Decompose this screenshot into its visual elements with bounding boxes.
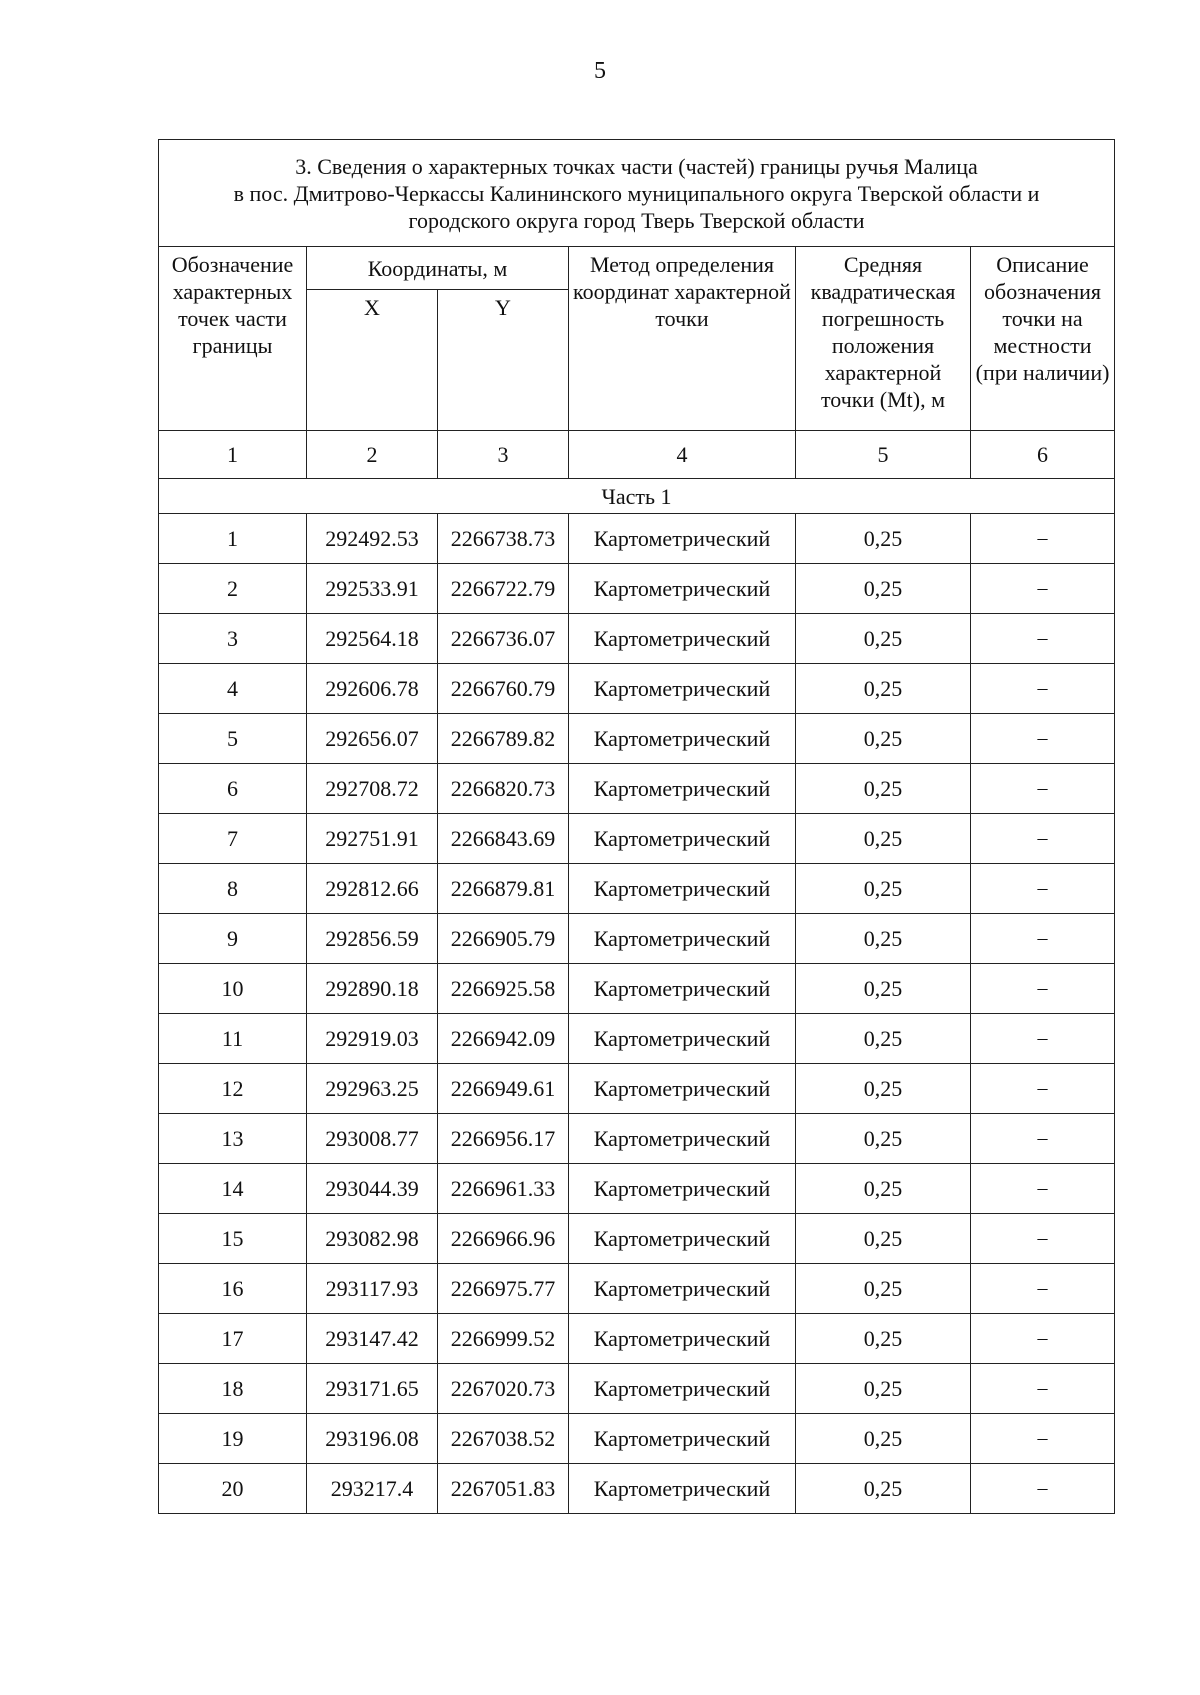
coord-x: 292890.18 bbox=[307, 964, 438, 1014]
method-cell: Картометрический bbox=[569, 614, 796, 664]
header-designation: Обозначение характерных точек части границы bbox=[159, 247, 307, 431]
point-number: 14 bbox=[159, 1164, 307, 1214]
point-number: 15 bbox=[159, 1214, 307, 1264]
coord-x: 292919.03 bbox=[307, 1014, 438, 1064]
description-cell: – bbox=[971, 714, 1115, 764]
method-cell: Картометрический bbox=[569, 814, 796, 864]
coord-x: 293117.93 bbox=[307, 1264, 438, 1314]
coord-y: 2266736.07 bbox=[438, 614, 569, 664]
header-method: Метод определения координат характерной точки bbox=[569, 247, 796, 431]
coord-y: 2267051.83 bbox=[438, 1464, 569, 1514]
coord-x: 292812.66 bbox=[307, 864, 438, 914]
table-row bbox=[159, 1464, 1115, 1514]
table-row bbox=[159, 1164, 1115, 1214]
method-cell: Картометрический bbox=[569, 1114, 796, 1164]
coord-y: 2266999.52 bbox=[438, 1314, 569, 1364]
error-cell: 0,25 bbox=[796, 1114, 971, 1164]
point-number: 7 bbox=[159, 814, 307, 864]
coord-x: 292708.72 bbox=[307, 764, 438, 814]
header-row-1 bbox=[159, 247, 1115, 290]
point-number: 20 bbox=[159, 1464, 307, 1514]
error-cell: 0,25 bbox=[796, 614, 971, 664]
point-number: 13 bbox=[159, 1114, 307, 1164]
coord-x: 293044.39 bbox=[307, 1164, 438, 1214]
header-y: Y bbox=[438, 290, 569, 431]
coord-y: 2267020.73 bbox=[438, 1364, 569, 1414]
column-number: 6 bbox=[971, 431, 1115, 479]
coord-y: 2266949.61 bbox=[438, 1064, 569, 1114]
header-description: Описание обозначения точки на местности (при наличии) bbox=[971, 247, 1115, 431]
description-cell: – bbox=[971, 1414, 1115, 1464]
description-cell: – bbox=[971, 864, 1115, 914]
coord-x: 293082.98 bbox=[307, 1214, 438, 1264]
table-row bbox=[159, 864, 1115, 914]
boundary-points-table bbox=[158, 139, 1115, 1514]
column-number-row bbox=[159, 431, 1115, 479]
point-number: 5 bbox=[159, 714, 307, 764]
method-cell: Картометрический bbox=[569, 964, 796, 1014]
description-cell: – bbox=[971, 1364, 1115, 1414]
table-row bbox=[159, 1014, 1115, 1064]
header-error: Средняя квадратическая погрешность положения характерной точки (Mt), м bbox=[796, 247, 971, 431]
description-cell: – bbox=[971, 964, 1115, 1014]
coord-y: 2266820.73 bbox=[438, 764, 569, 814]
error-cell: 0,25 bbox=[796, 914, 971, 964]
description-cell: – bbox=[971, 764, 1115, 814]
error-cell: 0,25 bbox=[796, 764, 971, 814]
table-row bbox=[159, 514, 1115, 564]
error-cell: 0,25 bbox=[796, 1314, 971, 1364]
coord-y: 2266975.77 bbox=[438, 1264, 569, 1314]
point-number: 17 bbox=[159, 1314, 307, 1364]
column-number: 4 bbox=[569, 431, 796, 479]
description-cell: – bbox=[971, 1214, 1115, 1264]
table-caption bbox=[159, 140, 1115, 247]
coord-y: 2266956.17 bbox=[438, 1114, 569, 1164]
method-cell: Картометрический bbox=[569, 914, 796, 964]
table-row bbox=[159, 1414, 1115, 1464]
description-cell: – bbox=[971, 914, 1115, 964]
error-cell: 0,25 bbox=[796, 514, 971, 564]
description-cell: – bbox=[971, 564, 1115, 614]
table-row bbox=[159, 1214, 1115, 1264]
method-cell: Картометрический bbox=[569, 1364, 796, 1414]
method-cell: Картометрический bbox=[569, 764, 796, 814]
description-cell: – bbox=[971, 1114, 1115, 1164]
error-cell: 0,25 bbox=[796, 814, 971, 864]
column-number: 2 bbox=[307, 431, 438, 479]
method-cell: Картометрический bbox=[569, 564, 796, 614]
table-row bbox=[159, 1264, 1115, 1314]
table-row bbox=[159, 764, 1115, 814]
table-row bbox=[159, 1114, 1115, 1164]
point-number: 3 bbox=[159, 614, 307, 664]
table-row bbox=[159, 964, 1115, 1014]
point-number: 2 bbox=[159, 564, 307, 614]
coord-x: 293171.65 bbox=[307, 1364, 438, 1414]
caption-row bbox=[159, 140, 1115, 247]
method-cell: Картометрический bbox=[569, 664, 796, 714]
method-cell: Картометрический bbox=[569, 514, 796, 564]
table-row bbox=[159, 664, 1115, 714]
description-cell: – bbox=[971, 664, 1115, 714]
part-row bbox=[159, 479, 1115, 514]
part-label: Часть 1 bbox=[159, 479, 1115, 514]
page-number: 5 bbox=[594, 58, 606, 84]
coord-x: 292606.78 bbox=[307, 664, 438, 714]
error-cell: 0,25 bbox=[796, 1264, 971, 1314]
table-row bbox=[159, 1064, 1115, 1114]
error-cell: 0,25 bbox=[796, 964, 971, 1014]
point-number: 9 bbox=[159, 914, 307, 964]
error-cell: 0,25 bbox=[796, 1014, 971, 1064]
point-number: 10 bbox=[159, 964, 307, 1014]
coord-y: 2266905.79 bbox=[438, 914, 569, 964]
header-coordinates: Координаты, м bbox=[307, 247, 569, 290]
coord-x: 292751.91 bbox=[307, 814, 438, 864]
error-cell: 0,25 bbox=[796, 1414, 971, 1464]
coord-x: 292492.53 bbox=[307, 514, 438, 564]
error-cell: 0,25 bbox=[796, 1164, 971, 1214]
error-cell: 0,25 bbox=[796, 1214, 971, 1264]
table-row bbox=[159, 1314, 1115, 1364]
coord-y: 2266789.82 bbox=[438, 714, 569, 764]
error-cell: 0,25 bbox=[796, 1064, 971, 1114]
error-cell: 0,25 bbox=[796, 1364, 971, 1414]
coord-y: 2266966.96 bbox=[438, 1214, 569, 1264]
method-cell: Картометрический bbox=[569, 1214, 796, 1264]
description-cell: – bbox=[971, 814, 1115, 864]
method-cell: Картометрический bbox=[569, 864, 796, 914]
coord-y: 2266760.79 bbox=[438, 664, 569, 714]
method-cell: Картометрический bbox=[569, 1064, 796, 1114]
table-row bbox=[159, 614, 1115, 664]
caption-line-1: 3. Сведения о характерных точках части (частей) границы ручья Малица bbox=[295, 153, 978, 179]
description-cell: – bbox=[971, 1464, 1115, 1514]
method-cell: Картометрический bbox=[569, 1464, 796, 1514]
coord-x: 292656.07 bbox=[307, 714, 438, 764]
coord-y: 2266879.81 bbox=[438, 864, 569, 914]
description-cell: – bbox=[971, 1164, 1115, 1214]
method-cell: Картометрический bbox=[569, 1314, 796, 1364]
method-cell: Картометрический bbox=[569, 714, 796, 764]
point-number: 8 bbox=[159, 864, 307, 914]
coord-y: 2266961.33 bbox=[438, 1164, 569, 1214]
coord-y: 2266925.58 bbox=[438, 964, 569, 1014]
column-number: 1 bbox=[159, 431, 307, 479]
coord-y: 2266722.79 bbox=[438, 564, 569, 614]
method-cell: Картометрический bbox=[569, 1264, 796, 1314]
caption-line-3: городского округа город Тверь Тверской области bbox=[408, 207, 865, 233]
error-cell: 0,25 bbox=[796, 714, 971, 764]
error-cell: 0,25 bbox=[796, 864, 971, 914]
point-number: 16 bbox=[159, 1264, 307, 1314]
coord-y: 2266843.69 bbox=[438, 814, 569, 864]
column-number: 5 bbox=[796, 431, 971, 479]
coord-x: 292856.59 bbox=[307, 914, 438, 964]
point-number: 1 bbox=[159, 514, 307, 564]
point-number: 18 bbox=[159, 1364, 307, 1414]
description-cell: – bbox=[971, 614, 1115, 664]
coord-x: 292963.25 bbox=[307, 1064, 438, 1114]
point-number: 6 bbox=[159, 764, 307, 814]
header-x: X bbox=[307, 290, 438, 431]
description-cell: – bbox=[971, 1064, 1115, 1114]
coord-y: 2266942.09 bbox=[438, 1014, 569, 1064]
coord-y: 2267038.52 bbox=[438, 1414, 569, 1464]
coord-x: 293008.77 bbox=[307, 1114, 438, 1164]
table-row bbox=[159, 714, 1115, 764]
coord-x: 292564.18 bbox=[307, 614, 438, 664]
coord-x: 292533.91 bbox=[307, 564, 438, 614]
point-number: 19 bbox=[159, 1414, 307, 1464]
method-cell: Картометрический bbox=[569, 1014, 796, 1064]
column-number: 3 bbox=[438, 431, 569, 479]
error-cell: 0,25 bbox=[796, 1464, 971, 1514]
coord-x: 293147.42 bbox=[307, 1314, 438, 1364]
point-number: 12 bbox=[159, 1064, 307, 1114]
coord-x: 293217.4 bbox=[307, 1464, 438, 1514]
table-row bbox=[159, 914, 1115, 964]
point-number: 11 bbox=[159, 1014, 307, 1064]
caption-line-2: в пос. Дмитрово-Черкассы Калининского муниципального округа Тверской области и bbox=[233, 180, 1040, 206]
coord-y: 2266738.73 bbox=[438, 514, 569, 564]
description-cell: – bbox=[971, 1314, 1115, 1364]
method-cell: Картометрический bbox=[569, 1414, 796, 1464]
table-row bbox=[159, 564, 1115, 614]
description-cell: – bbox=[971, 1264, 1115, 1314]
description-cell: – bbox=[971, 514, 1115, 564]
table-row bbox=[159, 1364, 1115, 1414]
description-cell: – bbox=[971, 1014, 1115, 1064]
coord-x: 293196.08 bbox=[307, 1414, 438, 1464]
method-cell: Картометрический bbox=[569, 1164, 796, 1214]
table-row bbox=[159, 814, 1115, 864]
error-cell: 0,25 bbox=[796, 664, 971, 714]
point-number: 4 bbox=[159, 664, 307, 714]
error-cell: 0,25 bbox=[796, 564, 971, 614]
